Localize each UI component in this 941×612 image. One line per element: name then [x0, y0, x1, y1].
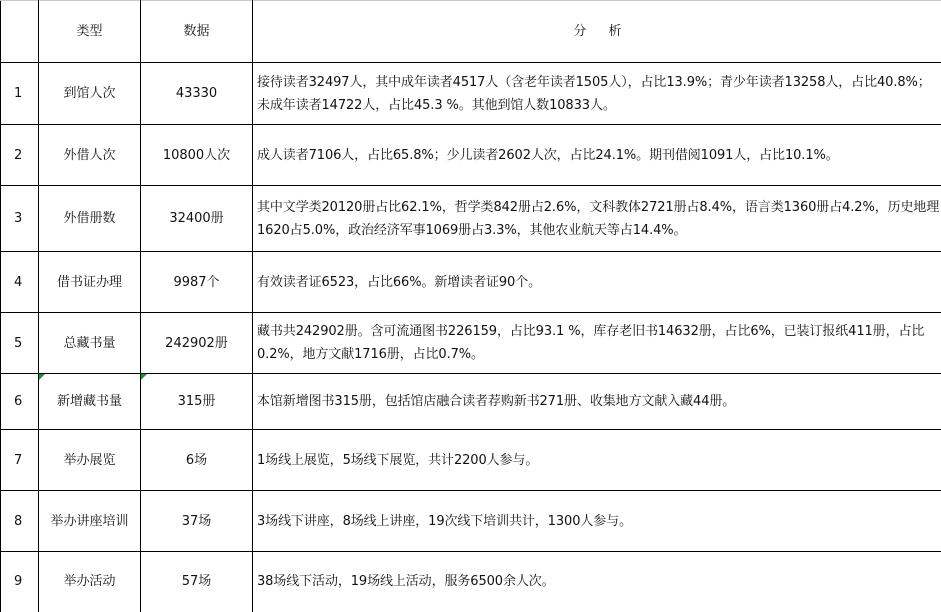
row-analysis-cell[interactable]: 藏书共242902册。含可流通图书226159，占比93.1 %，库存老旧书14632册，占比6%，已装订报纸411册，占比0.2%，地方文献1716册，占比0.7%。 — [253, 313, 941, 374]
row-type-cell[interactable]: 外借人次 — [39, 125, 141, 186]
row-data-cell[interactable]: 10800人次 — [141, 125, 253, 186]
table-row — [1, 491, 941, 552]
row-type-cell[interactable]: 总藏书量 — [39, 313, 141, 374]
row-analysis-cell[interactable]: 1场线上展览，5场线下展览，共计2200人参与。 — [253, 430, 941, 491]
row-analysis-cell[interactable]: 成人读者7106人，占比65.8%；少儿读者2602人次，占比24.1%。期刊借阅1091人，占比10.1%。 — [253, 125, 941, 186]
row-analysis-cell[interactable]: 3场线下讲座，8场线上讲座，19次线下培训共计，1300人参与。 — [253, 491, 941, 552]
row-analysis-cell[interactable]: 本馆新增图书315册，包括馆店融合读者荐购新书271册、收集地方文献入藏44册。 — [253, 374, 941, 430]
table-row — [1, 552, 941, 612]
header-type-cell[interactable]: 类型 — [39, 1, 141, 63]
header-analysis-cell[interactable]: 分 析 — [253, 1, 941, 63]
row-data-cell[interactable]: 37场 — [141, 491, 253, 552]
row-index-cell[interactable]: 1 — [1, 63, 39, 125]
table-row — [1, 252, 941, 313]
row-index-cell[interactable]: 6 — [1, 374, 39, 430]
header-row — [1, 1, 941, 63]
row-type-cell[interactable]: 到馆人次 — [39, 63, 141, 125]
header-index-cell[interactable] — [1, 1, 39, 63]
row-index-cell[interactable]: 7 — [1, 430, 39, 491]
row-type-cell[interactable]: 外借册数 — [39, 186, 141, 252]
row-type-cell[interactable]: 举办活动 — [39, 552, 141, 612]
row-index-cell[interactable]: 2 — [1, 125, 39, 186]
row-index-cell[interactable]: 4 — [1, 252, 39, 313]
row-analysis-cell[interactable]: 有效读者证6523，占比66%。新增读者证90个。 — [253, 252, 941, 313]
table-row — [1, 186, 941, 252]
row-analysis-cell[interactable]: 接待读者32497人，其中成年读者4517人（含老年读者1505人），占比13.9%；青少年读者13258人，占比40.8%；未成年读者14722人，占比45.3 %。其他到馆人数10833人。 — [253, 63, 941, 125]
table-row — [1, 430, 941, 491]
row-data-cell[interactable]: 32400册 — [141, 186, 253, 252]
header-data-cell[interactable]: 数据 — [141, 1, 253, 63]
row-data-cell[interactable]: 9987个 — [141, 252, 253, 313]
row-type-cell[interactable]: 举办讲座培训 — [39, 491, 141, 552]
row-data-cell[interactable]: 57场 — [141, 552, 253, 612]
table-row — [1, 63, 941, 125]
row-type-cell[interactable]: 新增藏书量 — [39, 374, 141, 430]
row-type-cell[interactable]: 借书证办理 — [39, 252, 141, 313]
row-type-cell[interactable]: 举办展览 — [39, 430, 141, 491]
row-data-cell[interactable]: 315册 — [141, 374, 253, 430]
row-data-cell[interactable]: 43330 — [141, 63, 253, 125]
row-data-cell[interactable]: 6场 — [141, 430, 253, 491]
row-analysis-cell[interactable]: 其中文学类20120册占比62.1%，哲学类842册占2.6%，文科教体2721册占8.4%，语言类1360册占4.2%，历史地理1620占5.0%，政治经济军事1069册占3.3%，其他农业航天等占14.4%。 — [253, 186, 941, 252]
table-row — [1, 374, 941, 430]
row-index-cell[interactable]: 8 — [1, 491, 39, 552]
table-row — [1, 125, 941, 186]
row-index-cell[interactable]: 3 — [1, 186, 39, 252]
row-analysis-cell[interactable]: 38场线下活动，19场线上活动，服务6500余人次。 — [253, 552, 941, 612]
table-row — [1, 313, 941, 374]
row-index-cell[interactable]: 9 — [1, 552, 39, 612]
row-data-cell[interactable]: 242902册 — [141, 313, 253, 374]
row-index-cell[interactable]: 5 — [1, 313, 39, 374]
